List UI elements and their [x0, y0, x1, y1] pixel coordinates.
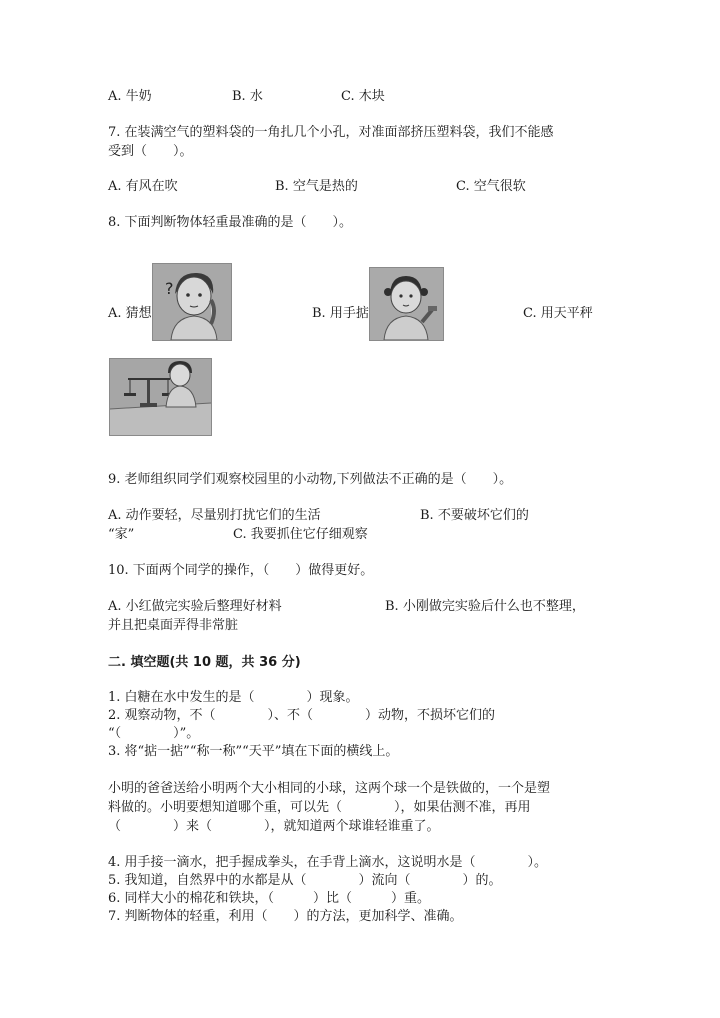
- fill-q5: 5. 我知道，自然界中的水都是从（ ）流向（ ）的。: [108, 873, 502, 888]
- balance-scale-icon: [110, 359, 211, 435]
- boy-thinking-image: [152, 263, 232, 341]
- q7-option-a: A. 有风在吹: [108, 179, 178, 194]
- fill-q1: 1. 白糖在水中发生的是（ ）现象。: [108, 690, 359, 705]
- q9-option-b-line1: B. 不要破坏它们的: [420, 508, 529, 523]
- q6-option-c: C. 木块: [341, 89, 385, 104]
- q10-option-b-line1: B. 小刚做完实验后什么也不整理，: [385, 599, 585, 614]
- boy-thinking-icon: [153, 264, 231, 340]
- q9-option-c: C. 我要抓住它仔细观察: [233, 527, 368, 542]
- q7-stem-line2: 受到（ ）。: [108, 144, 193, 159]
- q7-stem-line1: 7. 在装满空气的塑料袋的一角扎几个小孔，对准面部挤压塑料袋，我们不能感: [108, 125, 554, 140]
- fill-q4: 4. 用手接一滴水，把手握成拳头，在手背上滴水，这说明水是（ ）。: [108, 855, 548, 870]
- q8-option-b: B. 用手掂: [312, 306, 369, 321]
- q9-option-a: A. 动作要轻，尽量别打扰它们的生活: [108, 508, 321, 523]
- q10-option-b-line2: 并且把桌面弄得非常脏: [108, 618, 239, 633]
- girl-with-balance-image: [109, 358, 212, 436]
- q8-stem: 8. 下面判断物体轻重最准确的是（ ）。: [108, 215, 353, 230]
- q10-option-a: A. 小红做完实验后整理好材料: [108, 599, 282, 614]
- svg-text:?: ?: [165, 279, 174, 298]
- q6-option-b: B. 水: [232, 89, 263, 104]
- q9-stem: 9. 老师组织同学们观察校园里的小动物,下列做法不正确的是（ ）。: [108, 472, 513, 487]
- fill-q3-paragraph-line3: （ ）来（ ），就知道两个球谁轻谁重了。: [108, 819, 440, 834]
- q8-option-a: A. 猜想: [108, 306, 152, 321]
- fill-q3-paragraph-line2: 料做的。小明要想知道哪个重，可以先（ ），如果估测不准，再用: [108, 800, 531, 815]
- q7-option-c: C. 空气很软: [456, 179, 526, 194]
- q9-option-b-line2: “家”: [108, 527, 135, 542]
- fill-q2-line1: 2. 观察动物，不（ ）、不（ ）动物，不损坏它们的: [108, 708, 496, 723]
- q6-option-a: A. 牛奶: [108, 89, 152, 104]
- fill-q3: 3. 将“掂一掂”“称一称”“天平”填在下面的横线上。: [108, 744, 399, 759]
- fill-q3-paragraph-line1: 小明的爸爸送给小明两个大小相同的小球，这两个球一个是铁做的，一个是塑: [108, 781, 551, 796]
- girl-weighing-by-hand-image: [369, 267, 444, 341]
- fill-q7: 7. 判断物体的轻重，利用（ ）的方法，更加科学、准确。: [108, 909, 463, 924]
- section2-title: 二. 填空题(共 10 题，共 36 分): [108, 655, 301, 670]
- fill-q2-line2: “（ ）”。: [108, 726, 200, 741]
- q10-stem: 10. 下面两个同学的操作，（ ）做得更好。: [108, 563, 374, 578]
- q7-option-b: B. 空气是热的: [275, 179, 358, 194]
- fill-q6: 6. 同样大小的棉花和铁块，（ ）比（ ）重。: [108, 891, 431, 906]
- q8-option-c: C. 用天平秤: [523, 306, 593, 321]
- girl-weighing-icon: [370, 268, 443, 340]
